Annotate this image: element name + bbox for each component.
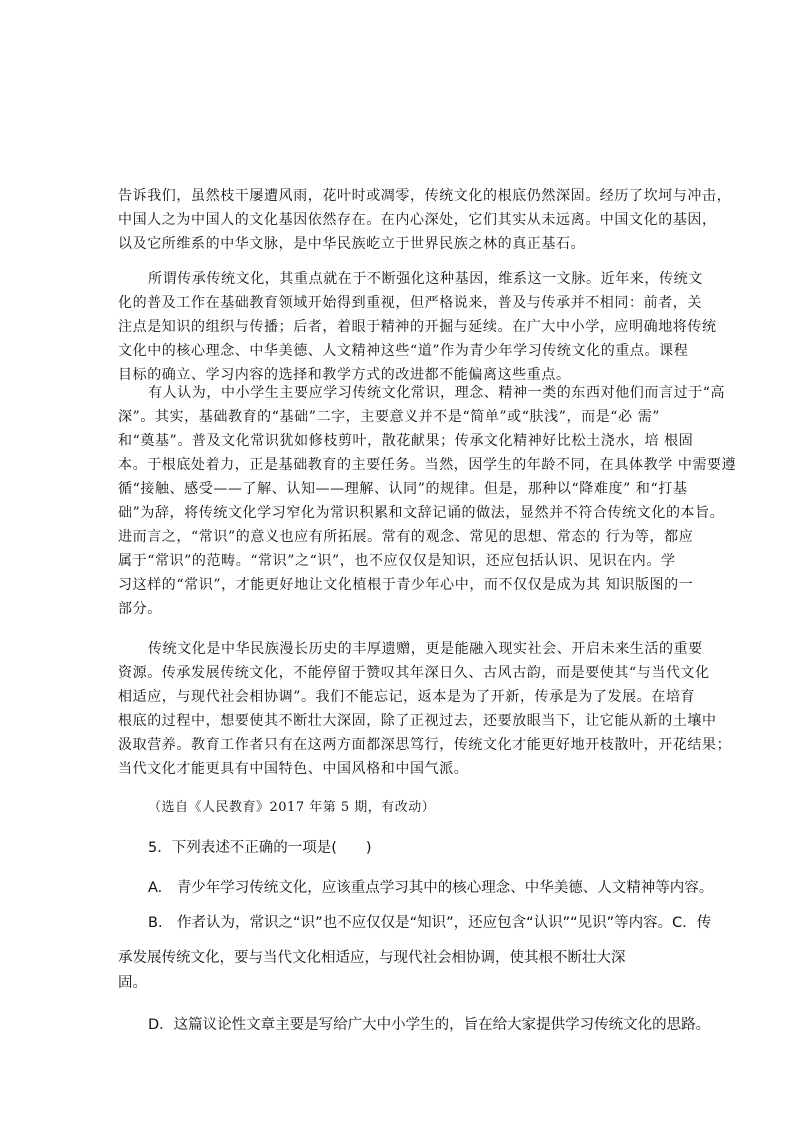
passage-paragraph-1 bbox=[118, 184, 732, 256]
text-line: 注点是知识的组织与传播；后者，着眼于精神的开掘与延续。在广大中小学，应明确地将传统 bbox=[118, 319, 717, 335]
passage-source: （选自《人民教育》2017 年第 5 期，有改动） bbox=[148, 800, 436, 815]
text-line: 告诉我们，虽然枝干屡遭风雨，花叶时或凋零，传统文化的根底仍然深固。经历了坎坷与冲击， bbox=[118, 188, 732, 204]
text-line: 础”为辞，将传统文化学习窄化为常识积累和文辞记诵的做法，显然并不符合传统文化的本旨。 bbox=[118, 505, 725, 521]
option-d: D．这篇议论性文章主要是写给广大中小学生的，旨在给大家提供学习传统文化的思路。 bbox=[148, 1017, 711, 1033]
text-line: 以及它所维系的中华文脉，是中华民族屹立于世界民族之林的真正基石。 bbox=[118, 236, 586, 252]
text-line: 化的普及工作在基础教育领域开始得到重视，但严格说来，普及与传承并不相同：前者，关 bbox=[118, 295, 702, 311]
passage-paragraph-2 bbox=[118, 267, 717, 387]
option-a: A. 青少年学习传统文化，应该重点学习其中的核心理念、中华美德、人文精神等内容。 bbox=[148, 880, 714, 896]
text-line: 目标的确立、学习内容的选择和教学方式的改进都不能偏离这些重点。 bbox=[118, 367, 571, 383]
text-line: 文化中的核心理念、中华美德、人文精神这些“道”作为青少年学习传统文化的重点。课程 bbox=[118, 343, 689, 359]
text-line: 相适应，与现代社会相协调”。我们不能忘记，返本是为了开新，传承是为了发展。在培育 bbox=[118, 689, 696, 705]
passage-paragraph-3 bbox=[118, 381, 737, 621]
text-line: 深”。其实，基础教育的“基础”二字，主要意义并不是“简单”或“肤浅”，而是“必 需” bbox=[118, 409, 661, 425]
text-line: 传统文化是中华民族漫长历史的丰厚遗赠，更是能融入现实社会、开启未来生活的重要 bbox=[148, 641, 703, 657]
text-line: 根底的过程中，想要使其不断壮大深固，除了正视过去，还要放眼当下，让它能从新的土壤中 bbox=[118, 713, 717, 729]
text-line: 部分。 bbox=[118, 601, 162, 617]
text-line: 资源。传承发展传统文化，不能停留于赞叹其年深日久、古风古韵，而是要使其“与当代文化 bbox=[118, 665, 710, 681]
text-line: 进而言之，“常识”的意义也应有所拓展。常有的观念、常见的思想、常态的 行为等，都应 bbox=[118, 529, 694, 545]
option-b: B. 作者认为，常识之“识”也不应仅仅是“知识”，还应包含“认识”“见识”等内容。C．传 bbox=[148, 915, 712, 931]
text-line: 习这样的“常识”，才能更好地让文化植根于青少年心中，而不仅仅是成为其 知识版图的一 bbox=[118, 577, 694, 593]
text-line: 属于“常识”的范畴。“常识”之“识”，也不应仅仅是知识，还应包括认识、见识在内。学 bbox=[118, 553, 676, 569]
question-stem: 5．下列表述不正确的一项是( ) bbox=[148, 840, 372, 856]
text-line: 和“奠基”。普及文化常识犹如修枝剪叶，散花献果；传承文化精神好比松土浇水，培 根固 bbox=[118, 433, 694, 449]
text-line: 有人认为，中小学生主要应学习传统文化常识，理念、精神一类的东西对他们而言过于“高 bbox=[148, 385, 726, 401]
text-line: 中国人之为中国人的文化基因依然存在。在内心深处，它们其实从未远离。中国文化的基因， bbox=[118, 212, 717, 228]
option-c-line: 承发展传统文化，要与当代文化相适应，与现代社会相协调，使其根不断壮大深 bbox=[118, 950, 626, 966]
passage-paragraph-4 bbox=[118, 637, 732, 781]
option-c-line: 固。 bbox=[118, 975, 147, 991]
text-line: 所谓传承传统文化，其重点就在于不断强化这种基因，维系这一文脉。近年来，传统文 bbox=[148, 271, 703, 287]
text-line: 循“接触、感受——了解、认知——理解、认同”的规律。但是，那种以“降难度” 和“打基 bbox=[118, 481, 688, 497]
text-line: 当代文化才能更具有中国特色、中国风格和中国气派。 bbox=[118, 761, 469, 777]
text-line: 汲取营养。教育工作者只有在这两方面都深思笃行，传统文化才能更好地开枝散叶，开花结果； bbox=[118, 737, 732, 753]
text-line: 本。于根底处着力，正是基础教育的主要任务。当然，因学生的年龄不同，在具体教学 中需要遵 bbox=[118, 457, 737, 473]
